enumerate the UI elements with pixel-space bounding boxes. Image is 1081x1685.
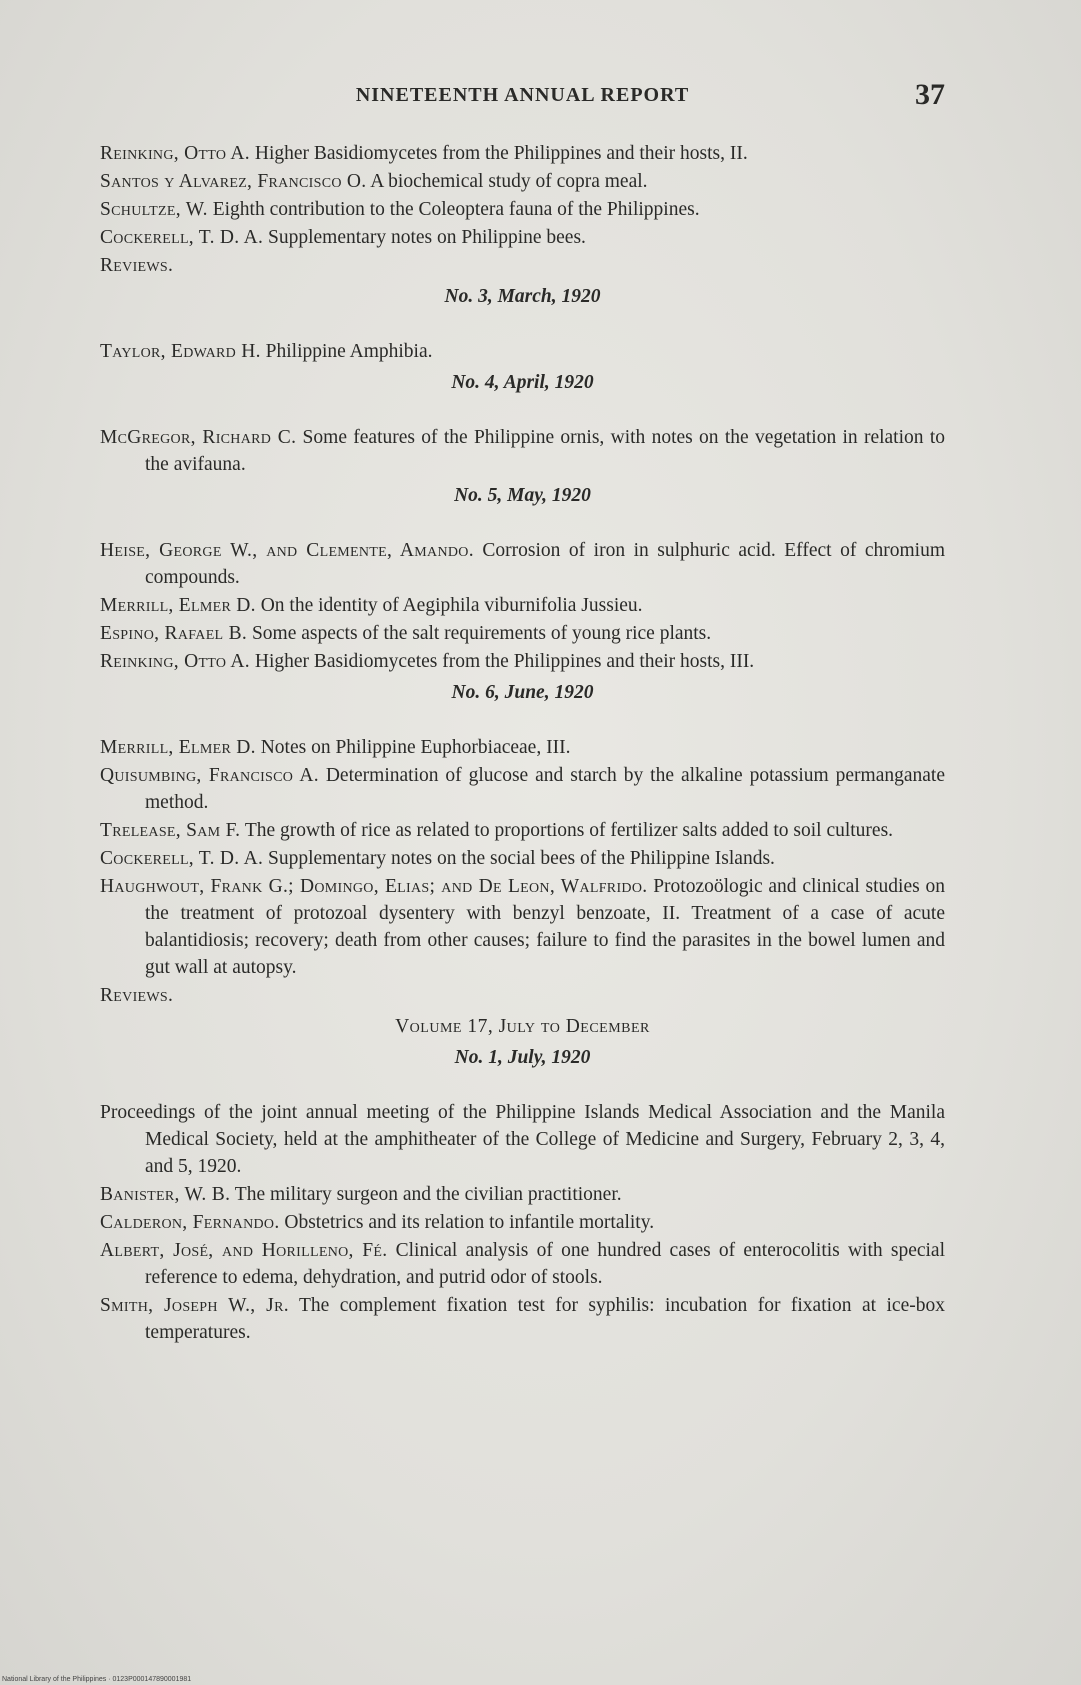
entry-title: Eighth contribution to the Coleoptera fauna of the Philippines.	[207, 199, 700, 220]
bibliography-entry	[100, 424, 945, 478]
report-title: NINETEENTH ANNUAL REPORT	[355, 84, 690, 106]
issue-heading: No. 5, May, 1920	[454, 485, 591, 506]
entry-title: The complement fixation test for syphilis: incubation for fixation at ice-box temperatures.	[145, 1295, 945, 1343]
issue-heading: No. 6, June, 1920	[451, 682, 594, 703]
bibliography-entry	[100, 817, 945, 844]
bibliography-entry	[100, 168, 945, 195]
page-number: 37	[915, 78, 945, 111]
bibliography-entry	[100, 537, 945, 591]
bibliography-entry	[100, 1292, 945, 1346]
entry-title: Supplementary notes on the social bees of the Philippine Islands.	[263, 848, 775, 869]
entry-author: Schultze, W.	[100, 199, 208, 220]
entry-author: Cockerell, T. D. A.	[100, 227, 264, 248]
entry-title: On the identity of Aegiphila viburnifolia Jussieu.	[255, 595, 643, 616]
entry-title: Obstetrics and its relation to infantile mortality.	[279, 1212, 655, 1233]
entry-author: Calderon, Fernando.	[100, 1212, 280, 1233]
entry-title: Proceedings of the joint annual meeting of the Philippine Islands Medical Association and the Manila Medical Society, held at the amphitheater of the College of Medicine and Surgery, February 2, 3, 4, and 5, 1920.	[100, 1102, 945, 1177]
bibliography-entry	[100, 252, 945, 279]
bibliography-entry	[100, 592, 945, 619]
entry-title: Notes on Philippine Euphorbiaceae, III.	[255, 737, 571, 758]
bibliography-entry	[100, 762, 945, 816]
entry-author: Heise, George W., and Clemente, Amando.	[100, 540, 474, 561]
entry-author: Cockerell, T. D. A.	[100, 848, 264, 869]
entry-title: Protozoölogic and clinical studies on the treatment of protozoal dysentery with benzyl benzoate, II. Treatment of a case of acute balantidiosis; recovery; death from other causes; failure to find the parasites in the bowel lumen and gut wall at autopsy.	[145, 876, 945, 978]
bibliography-entry	[100, 1237, 945, 1291]
bibliography-entry	[100, 845, 945, 872]
entry-author: Quisumbing, Francisco A.	[100, 765, 319, 786]
bibliography-list	[100, 140, 945, 1347]
entry-author: Haughwout, Frank G.; Domingo, Elias; and De Leon, Walfrido.	[100, 876, 648, 897]
entry-title: Some features of the Philippine ornis, with notes on the vegetation in relation to the avifauna.	[145, 427, 945, 475]
issue-heading: No. 3, March, 1920	[444, 286, 601, 307]
running-header	[100, 78, 945, 118]
bibliography-entry	[100, 648, 945, 675]
entry-author: Santos y Alvarez, Francisco O.	[100, 171, 367, 192]
entry-author: Merrill, Elmer D.	[100, 595, 256, 616]
entry-title: The military surgeon and the civilian practitioner.	[230, 1184, 622, 1205]
entry-author: Reviews.	[100, 985, 174, 1006]
entry-title: The growth of rice as related to proportions of fertilizer salts added to soil cultures.	[240, 820, 894, 841]
entry-title: A biochemical study of copra meal.	[366, 171, 648, 192]
entry-author: Taylor, Edward H.	[100, 341, 261, 362]
entry-author: Reviews.	[100, 255, 174, 276]
bibliography-entry	[100, 1209, 945, 1236]
bibliography-entry	[100, 620, 945, 647]
entry-title: Higher Basidiomycetes from the Philippines and their hosts, II.	[249, 143, 748, 164]
entry-title: Determination of glucose and starch by the alkaline potassium permanganate method.	[145, 765, 945, 813]
entry-author: Banister, W. B.	[100, 1184, 231, 1205]
entry-author: Merrill, Elmer D.	[100, 737, 256, 758]
bibliography-entry	[100, 734, 945, 761]
bibliography-entry	[100, 1099, 945, 1180]
bibliography-entry	[100, 196, 945, 223]
issue-heading: No. 1, July, 1920	[454, 1047, 591, 1068]
volume-heading: Volume 17, July to December	[395, 1016, 650, 1037]
entry-title: Higher Basidiomycetes from the Philippines and their hosts, III.	[249, 651, 755, 672]
bibliography-entry	[100, 873, 945, 981]
entry-title: Some aspects of the salt requirements of young rice plants.	[247, 623, 712, 644]
entry-author: Albert, José, and Horilleno, Fé.	[100, 1240, 388, 1261]
bibliography-entry	[100, 982, 945, 1009]
entry-author: Smith, Joseph W., Jr.	[100, 1295, 289, 1316]
entry-author: Reinking, Otto A.	[100, 143, 250, 164]
bibliography-entry	[100, 1181, 945, 1208]
bibliography-entry	[100, 338, 945, 365]
scan-footer: National Library of the Philippines · 0123P000147890001981	[2, 1676, 192, 1683]
entry-author: McGregor, Richard C.	[100, 427, 297, 448]
entry-title: Corrosion of iron in sulphuric acid. Effect of chromium compounds.	[145, 540, 945, 588]
entry-author: Espino, Rafael B.	[100, 623, 248, 644]
bibliography-entry	[100, 140, 945, 167]
entry-author: Reinking, Otto A.	[100, 651, 250, 672]
issue-heading: No. 4, April, 1920	[451, 372, 594, 393]
entry-title: Clinical analysis of one hundred cases of enterocolitis with special reference to edema, dehydration, and putrid odor of stools.	[145, 1240, 946, 1288]
entry-title: Supplementary notes on Philippine bees.	[263, 227, 586, 248]
entry-author: Trelease, Sam F.	[100, 820, 241, 841]
entry-title: Philippine Amphibia.	[260, 341, 433, 362]
bibliography-entry	[100, 224, 945, 251]
